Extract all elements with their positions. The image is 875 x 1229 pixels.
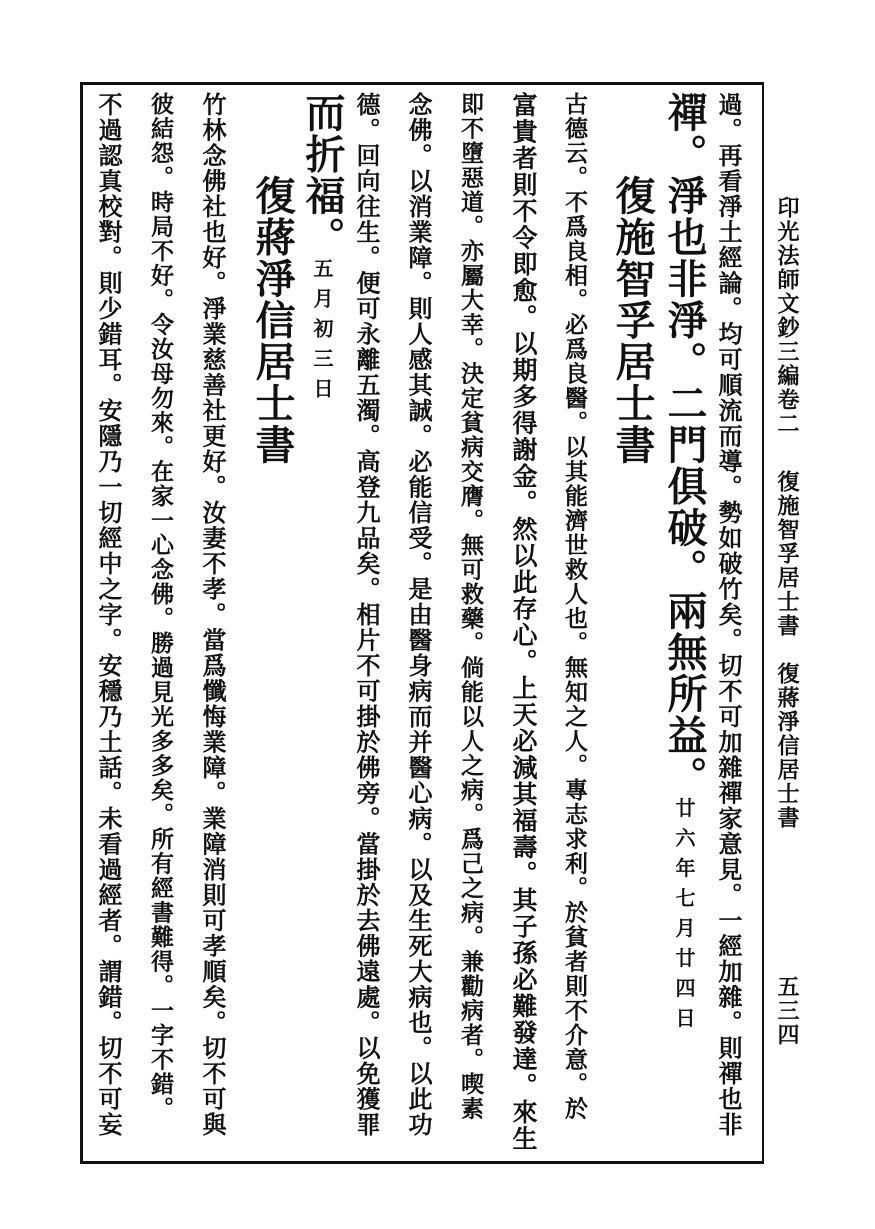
- text-column-8: [352, 92, 380, 1138]
- text-column-1: [714, 92, 742, 1138]
- column-date: 廿六年七月廿四日: [672, 797, 696, 1038]
- column-text: 復蔣淨信居士書: [249, 92, 296, 466]
- text-column-4: [560, 92, 588, 1121]
- column-text: 竹林念佛社也好。淨業慈善社更好。汝妻不孝。當爲懺悔業障。業障消則可孝順矣。切不可與: [198, 92, 227, 1138]
- column-text: 彼結怨。時局不好。令汝母勿來。在家一心念佛。勝過見光多多矣。所有經書難得。一字不錯。: [147, 92, 174, 1121]
- section-heading-2: [250, 92, 294, 466]
- text-column-2: [662, 92, 706, 1038]
- book-title: 印光法師文鈔三編卷二: [774, 196, 800, 436]
- column-text: 即不墮惡道。亦屬大幸。決定貧病交膺。無可救藥。倘能以人之病。爲己之病。兼勸病者。喫素: [457, 92, 484, 1121]
- text-column-12: [146, 92, 174, 1121]
- column-text: 德。回向往生。便可永離五濁。高登九品矣。相片不可掛於佛旁。當掛於去佛遠處。以免獲罪: [352, 92, 381, 1138]
- column-text: 過。再看淨土經論。均可順流而導。勢如破竹矣。切不可加雜禪家意見。一經加雜。則禪也非: [714, 92, 743, 1138]
- column-date: 五月初三日: [310, 258, 334, 408]
- text-column-9: [300, 92, 344, 408]
- column-text: 禪。淨也非淨。二門俱破。兩無所益。: [661, 92, 708, 798]
- column-text: 富貴者則不令即愈。以期多得謝金。然以此存心。上天必減其福壽。其子孫必難發達。來生: [509, 92, 538, 1152]
- column-text: 而折福。: [299, 92, 346, 258]
- text-column-13: [94, 92, 122, 1138]
- column-text: 古德云。不爲良相。必爲良醫。以其能濟世救人也。無知之人。專志求利。於貧者則不介意。於: [561, 92, 588, 1121]
- text-column-11: [198, 92, 226, 1138]
- page-number: 五三四: [774, 975, 800, 1047]
- section-titles: 復施智孚居士書 復蔣淨信居士書: [774, 470, 800, 830]
- column-text: 念佛。以消業障。則人感其誠。必能信受。是由醫身病而并醫心病。以及生死大病也。以此功: [404, 92, 433, 1138]
- column-text: 不過認真校對。則少錯耳。安隱乃一切經中之字。安穩乃土話。未看過經者。謂錯。切不可妄: [94, 92, 123, 1138]
- text-column-7: [404, 92, 432, 1138]
- text-column-6: [456, 92, 484, 1121]
- column-text: 復施智孚居士書: [609, 92, 656, 466]
- text-column-5: [508, 92, 538, 1152]
- section-heading-1: [610, 92, 654, 466]
